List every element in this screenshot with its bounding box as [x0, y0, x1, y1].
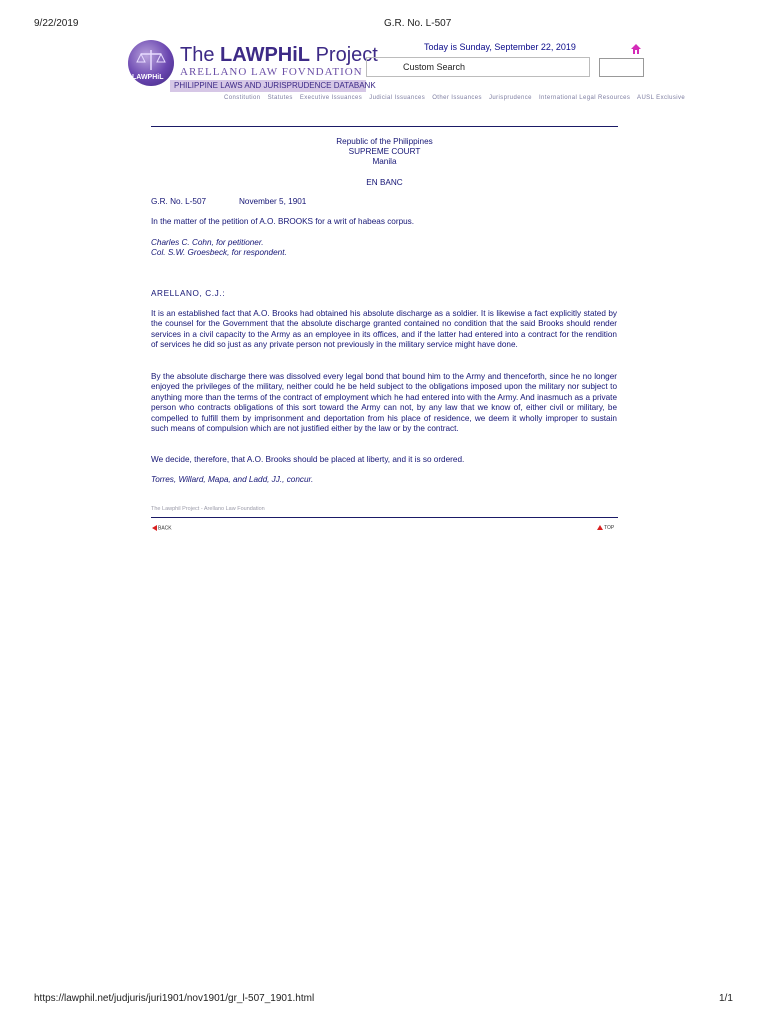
case-title: In the matter of the petition of A.O. BROOKS for a writ of habeas corpus. [151, 217, 415, 226]
nav-item-executive-issuances[interactable]: Executive Issuances [299, 95, 363, 101]
print-url: https://lawphil.net/judjuris/juri1901/nov1901/gr_l-507_1901.html [34, 993, 315, 1004]
division-heading: EN BANC [366, 178, 403, 187]
nav-item-other-issuances[interactable]: Other Issuances [432, 95, 482, 101]
nav-item-constitution[interactable]: Constitution [224, 95, 261, 101]
nav-item-international-legal-resources[interactable]: International Legal Resources [538, 95, 631, 101]
nav-item-ausl-exclusive[interactable]: AUSL Exclusive [637, 95, 686, 101]
top-arrow-icon [597, 525, 603, 530]
top-link[interactable] [597, 525, 614, 531]
search-button[interactable] [599, 58, 644, 77]
opinion-paragraph-1: It is an established fact that A.O. Brooks had obtained his absolute discharge as a soldier. It is likewise a fact explicitly stated by the counsel for the Government that the absolute discharge granted contained no condition that the said Brooks should render services in a civil capacity to the Army as an employee in its offices, and if the latter had entered into a contract for the rendition of services he did so just as any private person not previously in the military service might have done. [151, 309, 617, 350]
ponente: ARELLANO, C.J.: [151, 289, 226, 298]
logo-band-text: PHILIPPINE LAWS AND JURISPRUDENCE DATABANK [174, 81, 376, 90]
nav-item-jurisprudence[interactable]: Jurisprudence [489, 95, 532, 101]
today-date: Today is Sunday, September 22, 2019 [424, 42, 576, 52]
back-label: BACK [158, 525, 172, 532]
print-date: 9/22/2019 [34, 18, 79, 29]
search-input[interactable]: Custom Search [366, 57, 590, 77]
footer-credit: The Lawphil Project - Arellano Law Foundation [151, 506, 265, 512]
back-link[interactable] [152, 525, 172, 531]
logo-title[interactable] [180, 44, 378, 67]
back-arrow-icon [152, 525, 157, 531]
top-label: TOP [604, 525, 615, 531]
logo-title-prefix: The [180, 44, 221, 66]
logo-title-suffix: Project [310, 44, 378, 66]
logo-mini-text: LAWPHiL [132, 74, 164, 81]
court-heading: SUPREME COURT [348, 147, 421, 156]
counsel-petitioner: Charles C. Cohn, for petitioner. [151, 238, 264, 247]
nav-bar [224, 95, 690, 101]
logo-subtitle: ARELLANO LAW FOVNDATION [180, 66, 363, 78]
print-page-number: 1/1 [719, 993, 733, 1004]
concurrence: Torres, Willard, Mapa, and Ladd, JJ., concur. [151, 475, 314, 484]
logo-title-bold: LAWPHiL [220, 44, 311, 66]
nav-item-judicial-issuances[interactable]: Judicial Issuances [369, 95, 426, 101]
home-icon[interactable] [630, 42, 642, 54]
republic-heading: Republic of the Philippines [336, 137, 433, 146]
gr-number: G.R. No. L-507 [151, 197, 207, 206]
top-divider [151, 126, 618, 127]
decision-date: November 5, 1901 [239, 197, 307, 206]
counsel-respondent: Col. S.W. Groesbeck, for respondent. [151, 248, 287, 257]
opinion-paragraph-2: By the absolute discharge there was dissolved every legal bond that bound him to the Army and thenceforth, since he no longer enjoyed the privileges of the military, neither could he be held subject to the obligations imposed upon the military nor subject to anything more than the terms of the contract of employment which he had entered into with the Army. And inasmuch as a private person who contracts obligations of this sort toward the Army can not, by any law that we know of, either civil or military, be compelled to fulfill them by imprisonment and deportation from his place of residence, we deem it wholly improper to sustain such means of compulsion which are not justified either by the law or by the contract. [151, 372, 617, 434]
city-heading: Manila [372, 157, 397, 166]
bottom-divider [151, 517, 618, 518]
print-title: G.R. No. L-507 [384, 18, 452, 29]
opinion-paragraph-3: We decide, therefore, that A.O. Brooks should be placed at liberty, and it is so ordered. [151, 455, 465, 464]
nav-item-statutes[interactable]: Statutes [267, 95, 293, 101]
